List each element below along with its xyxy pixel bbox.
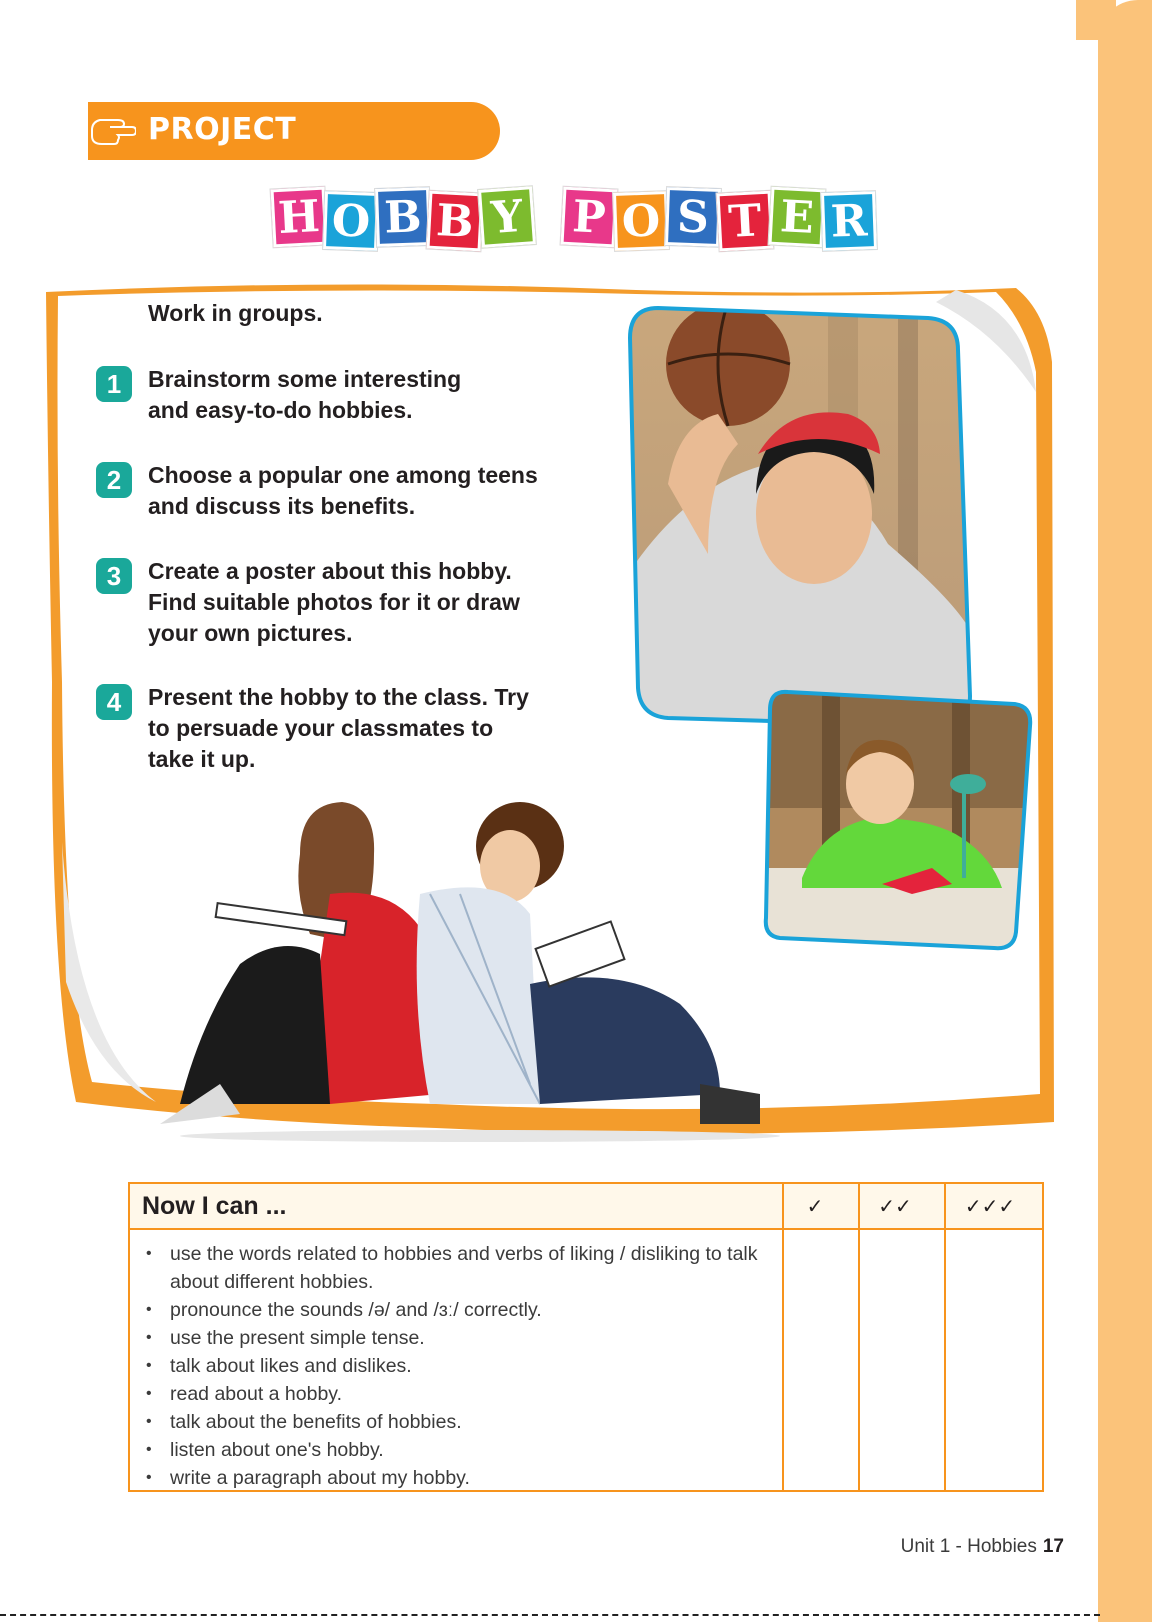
column-divider — [782, 1184, 784, 1490]
page-number: 17 — [1042, 1536, 1064, 1557]
pointing-hand-icon — [88, 108, 136, 156]
step-text: Present the hobby to the class. Try to persuade your classmates to take it up. — [148, 684, 529, 772]
page-edge — [1098, 0, 1152, 1622]
three-check-header: ✓✓✓ — [964, 1194, 1016, 1218]
checklist-items — [142, 1240, 762, 1492]
model-building-boy-photo — [762, 688, 1034, 952]
title-letter-tile: O — [323, 191, 379, 251]
title-letter-tile: R — [821, 191, 877, 251]
column-divider — [944, 1184, 946, 1490]
hobby-poster-title — [272, 188, 882, 254]
step-number: 1 — [96, 366, 132, 402]
page-footer — [901, 1536, 1064, 1558]
basketball-boy-photo — [628, 304, 972, 732]
project-label: PROJECT — [148, 112, 297, 147]
checklist-item: • talk about likes and dislikes. — [142, 1352, 762, 1380]
title-letter-tile: O — [613, 191, 669, 251]
step-number: 2 — [96, 462, 132, 498]
title-letter-tile: S — [665, 187, 721, 247]
intro-text: Work in groups. — [148, 300, 323, 326]
checklist-item: • use the present simple tense. — [142, 1324, 762, 1352]
step-text: Choose a popular one among teens and discuss its benefits. — [148, 462, 538, 519]
unit-label: Unit 1 - Hobbies — [900, 1536, 1037, 1557]
title-letter-tile: P — [561, 187, 618, 248]
title-letter-tile: T — [717, 191, 774, 252]
step-number: 4 — [96, 684, 132, 720]
checklist-item: • pronounce the sounds /ə/ and /ɜː/ correctly. — [142, 1296, 762, 1324]
title-letter-tile: B — [375, 187, 431, 247]
checklist-item: • write a paragraph about my hobby. — [142, 1464, 762, 1492]
step-text: Create a poster about this hobby. Find suitable photos for it or draw your own pictures. — [148, 558, 520, 646]
title-letter-tile: H — [271, 187, 328, 248]
one-check-header: ✓ — [806, 1194, 824, 1218]
checklist-title: Now I can ... — [142, 1192, 287, 1220]
checklist-item: • listen about one's hobby. — [142, 1436, 762, 1464]
checklist-item: • read about a hobby. — [142, 1380, 762, 1408]
can-do-checklist — [128, 1182, 1044, 1492]
kids-reading-photo — [160, 784, 800, 1144]
two-check-header: ✓✓ — [878, 1194, 912, 1218]
step-number: 3 — [96, 558, 132, 594]
column-divider — [858, 1184, 860, 1490]
title-letter-tile: B — [427, 191, 484, 252]
checklist-header — [130, 1184, 1042, 1230]
step-text: Brainstorm some interesting and easy-to-do hobbies. — [148, 366, 462, 423]
title-letter-tile: E — [769, 187, 826, 248]
checklist-item: • talk about the benefits of hobbies. — [142, 1408, 762, 1436]
checklist-item: • use the words related to hobbies and verbs of liking / disliking to talk about different hobbies. — [142, 1240, 762, 1296]
title-letter-tile: Y — [478, 186, 536, 248]
page-divider — [0, 1614, 1100, 1616]
